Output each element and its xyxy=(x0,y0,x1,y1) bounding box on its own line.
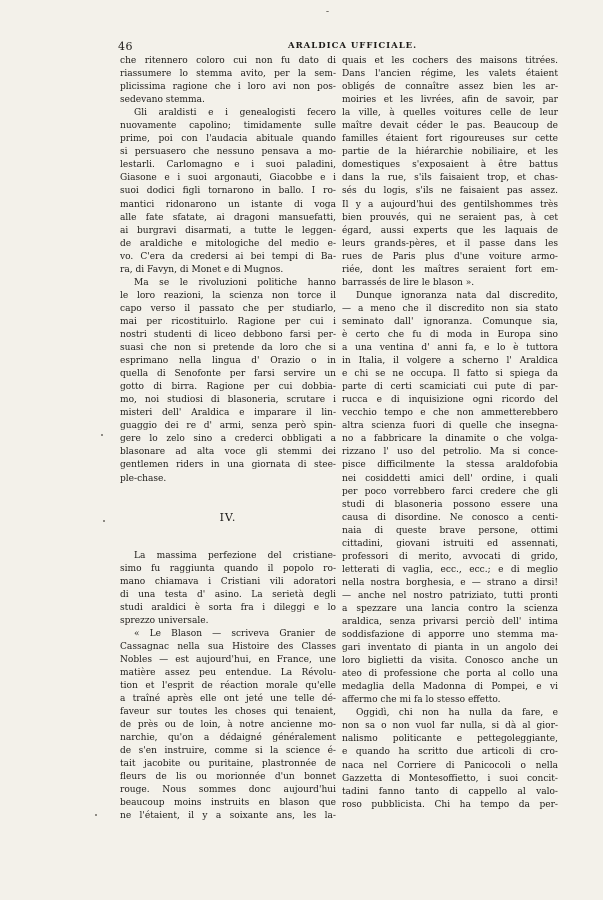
text-line: araldica, senza privarsi perciò dell' intima xyxy=(342,617,558,628)
text-line: si persuasero che nessuno pensava a mo- xyxy=(120,147,336,158)
text-line: Nobles — est aujourd'hui, en France, une xyxy=(120,654,336,665)
text-line: rizzano l' uso del petrolio. Ma si conce- xyxy=(342,447,558,458)
text-line: mano chiamava i Cristiani vili adoratori xyxy=(120,576,336,587)
text-line: Dunque ignoranza nata dal discredito, xyxy=(356,290,558,301)
text-line: de près ou de loin, à notre ancienne mo- xyxy=(120,720,336,731)
text-line: matière assez peu entendue. La Révolu- xyxy=(120,667,336,678)
text-line: vo. C'era da credersi ai bei tempi di Ba- xyxy=(120,251,336,262)
text-line: le loro reazioni, la scienza non torce il xyxy=(120,290,336,301)
text-line: moiries et les livrées, afin de savoir, par xyxy=(342,95,558,106)
text-line: ai burgravi disarmati, a tutte le leggen- xyxy=(120,225,336,236)
text-line: ra, di Favyn, di Monet e di Mugnos. xyxy=(120,264,284,275)
text-line: naca nel Corriere di Panicocoli o nella xyxy=(342,760,558,771)
text-line: gere lo zelo sino a crederci obbligati a xyxy=(120,434,336,445)
text-line: — a meno che il discredito non sia stato xyxy=(342,303,558,314)
text-line: simo fu raggiunta quando il popolo ro- xyxy=(120,563,336,574)
text-line: studi araldici è sorta fra i dileggi e lo xyxy=(120,602,336,613)
text-line: seminato dall' ignoranza. Comunque sia, xyxy=(342,316,558,327)
text-line: égard, aussi experts que les laquais de xyxy=(342,225,558,236)
text-line: maître devait céder le pas. Beaucoup de xyxy=(342,121,558,132)
text-line: de araldiche e mitologiche del medio e- xyxy=(120,238,336,249)
text-line: Giasone e i suoi argonauti, Giacobbe e i xyxy=(120,173,336,184)
text-line: letterati di vaglia, ecc., ecc.; e di meglio xyxy=(342,564,558,575)
text-line: riée, dont les maîtres seraient fort em- xyxy=(342,264,558,275)
text-line: tait jacobite ou puritaine, plastronnée de xyxy=(120,759,336,770)
text-line: prime, poi con l'audacia abituale quando xyxy=(120,134,336,145)
text-line: barrassés de lire le blason ». xyxy=(342,277,475,288)
text-line: per poco vorrebbero farci credere che gli xyxy=(342,486,558,497)
text-line: studi di blasoneria possono essere una xyxy=(342,499,558,510)
left-column xyxy=(120,55,336,824)
text-line: Gli araldisti e i genealogisti fecero xyxy=(134,108,336,119)
text-line: mai per ricostituirlo. Ragione per cui i xyxy=(120,316,336,327)
text-line: rouge. Nous sommes donc aujourd'hui xyxy=(120,785,336,796)
text-line: mo, noi studiosi di blasoneria, scrutare i xyxy=(120,395,336,406)
text-line: suasi che non si pretende da loro che si xyxy=(120,343,336,354)
text-line: ple-chase. xyxy=(120,473,167,484)
text-line: obligés de connaître assez bien les ar- xyxy=(342,82,558,93)
text-line: loro biglietti da visita. Conosco anche un xyxy=(342,656,558,667)
text-line: Cassagnac nella sua Histoire des Classes xyxy=(120,641,336,652)
text-line: ne l'étaient, il y a soixante ans, les la- xyxy=(120,811,336,822)
text-line: nella nostra borghesia, e — strano a dirsi! xyxy=(342,577,558,588)
section-heading: IV. xyxy=(219,510,237,524)
text-line: non sa o non vuol far nulla, si dà al gior- xyxy=(342,721,558,732)
text-line: de s'en instruire, comme si la science é- xyxy=(120,746,336,757)
text-line: rues de Paris plus d'une voiture armo- xyxy=(342,251,558,262)
text-line: vecchio tempo e che non ammetterebbero xyxy=(342,408,558,419)
text-line: domestiques s'exposaient à être battus xyxy=(342,160,558,171)
text-line: Gazzetta di Montesoffietto, i suoi concit- xyxy=(342,773,558,784)
text-line: leurs grands-pères, et il passe dans les xyxy=(342,238,558,249)
text-line: lestarli. Carlomagno e i suoi paladini, xyxy=(120,160,336,171)
text-line: parte di certi scamiciati cui pute di par- xyxy=(342,382,558,393)
text-line: nalismo politicante e pettegoleggiante, xyxy=(342,734,558,745)
text-line: suoi dodici figli tornarono in ballo. I ro- xyxy=(120,186,336,197)
text-line: altra scienza fuori di quelle che insegna- xyxy=(342,421,558,432)
page-number: 46 xyxy=(118,40,133,53)
text-line: quella di Senofonte per farsi servire un xyxy=(120,369,336,380)
text-line: mantici ridonarono un istante di voga xyxy=(120,199,336,210)
text-line: roso pubblicista. Chi ha tempo da per- xyxy=(342,799,558,810)
text-line: gari inventato di pianta in un angolo dei xyxy=(342,643,558,654)
text-line: è certo che fu di moda in Europa sino xyxy=(342,329,558,340)
text-line: misteri dell' Araldica e imparare il lin- xyxy=(120,408,336,419)
text-line: narchie, qu'on a dédaigné généralement xyxy=(120,733,336,744)
text-line: in Italia, il volgere a scherno l' Araldica xyxy=(342,356,558,367)
text-line: capo verso il passato che per studiarlo, xyxy=(120,303,336,314)
page-header xyxy=(118,40,550,56)
text-line: affermo che mi fa lo stesso effetto. xyxy=(342,695,501,706)
text-line: a traîné après elle ont jeté une telle dé- xyxy=(120,694,336,705)
text-line: Oggidì, chi non ha nulla da fare, e xyxy=(356,708,558,719)
text-line: — anche nel nostro patriziato, tutti pronti xyxy=(342,590,558,601)
text-line: quais et les cochers des maisons titrées. xyxy=(342,56,558,66)
text-line: no a fabbricare la dinamite o che volga- xyxy=(342,434,558,445)
text-line: « Le Blason — scriveva Granier de xyxy=(134,628,336,639)
text-line: nuovamente capolino; timidamente sulle xyxy=(120,121,336,132)
text-line: nostri studenti di liceo debbono farsi per- xyxy=(120,329,336,340)
text-line: riassumere lo stemma avito, per la sem- xyxy=(120,69,336,80)
text-line: Dans l'ancien régime, les valets étaient xyxy=(342,69,558,80)
text-line: beaucoup moins instruits en blason que xyxy=(120,798,336,809)
text-line: medaglia della Madonna di Pompei, e vi xyxy=(342,682,558,693)
text-line: faveur sur toutes les choses qui tenaient, xyxy=(120,707,336,718)
text-line: gotto di birra. Ragione per cui dobbia- xyxy=(120,382,336,393)
text-line: e quando ha scritto due articoli di cro- xyxy=(342,747,558,758)
text-line: a una ventina d' anni fa, e lo è tuttora xyxy=(342,343,558,354)
running-title: ARALDICA UFFICIALE. xyxy=(288,41,418,51)
text-line: pisce difficilmente la stessa araldofobia xyxy=(342,460,558,471)
text-line: La massima perfezione del cristiane- xyxy=(134,550,336,561)
text-line: bien prouvés, qui ne seraient pas, à cet xyxy=(342,212,558,223)
text-line: e chi se ne occupa. Il fatto si spiega da xyxy=(342,369,558,380)
text-line: tion et l'esprit de réaction morale qu'elle xyxy=(120,681,336,692)
text-line: sés du logis, s'ils ne faisaient pas assez. xyxy=(342,186,558,197)
text-line: familles étaient fort rigoureuses sur cette xyxy=(342,134,558,145)
text-line: ateo di professione che porta al collo una xyxy=(342,669,558,680)
text-line: fleurs de lis ou morionnée d'un bonnet xyxy=(120,772,336,783)
text-line: Ma se le rivoluzioni politiche hanno xyxy=(134,277,336,288)
text-line: blasonare ad alta voce gli stemmi dei xyxy=(120,447,336,458)
print-speck xyxy=(103,520,105,522)
text-line: dans la rue, s'ils faisaient trop, et chas- xyxy=(342,173,558,184)
text-line: naia di queste brave persone, ottimi xyxy=(342,525,558,536)
text-line: causa di disordine. Ne conosco a centi- xyxy=(342,512,558,523)
text-line: esprimano nella lingua d' Orazio o in xyxy=(120,356,336,367)
text-line: che ritennero coloro cui non fu dato di xyxy=(120,56,336,66)
text-line: la ville, à quelles voitures celle de leur xyxy=(342,108,558,119)
print-speck xyxy=(95,814,97,816)
text-line: plicissima ragione che i loro avi non pos- xyxy=(120,82,336,93)
text-line: gentlemen riders in una giornata di stee- xyxy=(120,460,336,471)
text-line: di una testa d' asino. La serietà degli xyxy=(120,589,336,600)
text-line: partie de la hiérarchie nobiliaire, et les xyxy=(342,147,558,158)
text-line: rucca e di inquisizione ogni ricordo del xyxy=(342,395,558,406)
text-line: sprezzo universale. xyxy=(120,615,209,626)
text-line: Il y a aujourd'hui des gentilshommes très xyxy=(342,199,558,210)
text-line: nei cosiddetti amici dell' ordine, i quali xyxy=(342,473,558,484)
print-speck xyxy=(101,434,103,436)
print-speck xyxy=(326,11,329,12)
text-line: tadini fanno tanto di cappello al valo- xyxy=(342,786,558,797)
text-line: cittadini, giovani istruiti ed assennati, xyxy=(342,538,558,549)
text-line: sedevano stemma. xyxy=(120,95,205,106)
text-line: soddisfazione di apporre uno stemma ma- xyxy=(342,630,558,641)
right-column xyxy=(342,55,558,812)
text-line: alle fate sfatate, ai dragoni mansuefatti, xyxy=(120,212,336,223)
text-line: guaggio dei re d' armi, senza però spin- xyxy=(120,421,336,432)
text-line: professori di merito, avvocati di grido, xyxy=(342,551,558,562)
text-line: a spezzare una lancia contro la scienza xyxy=(342,603,558,614)
